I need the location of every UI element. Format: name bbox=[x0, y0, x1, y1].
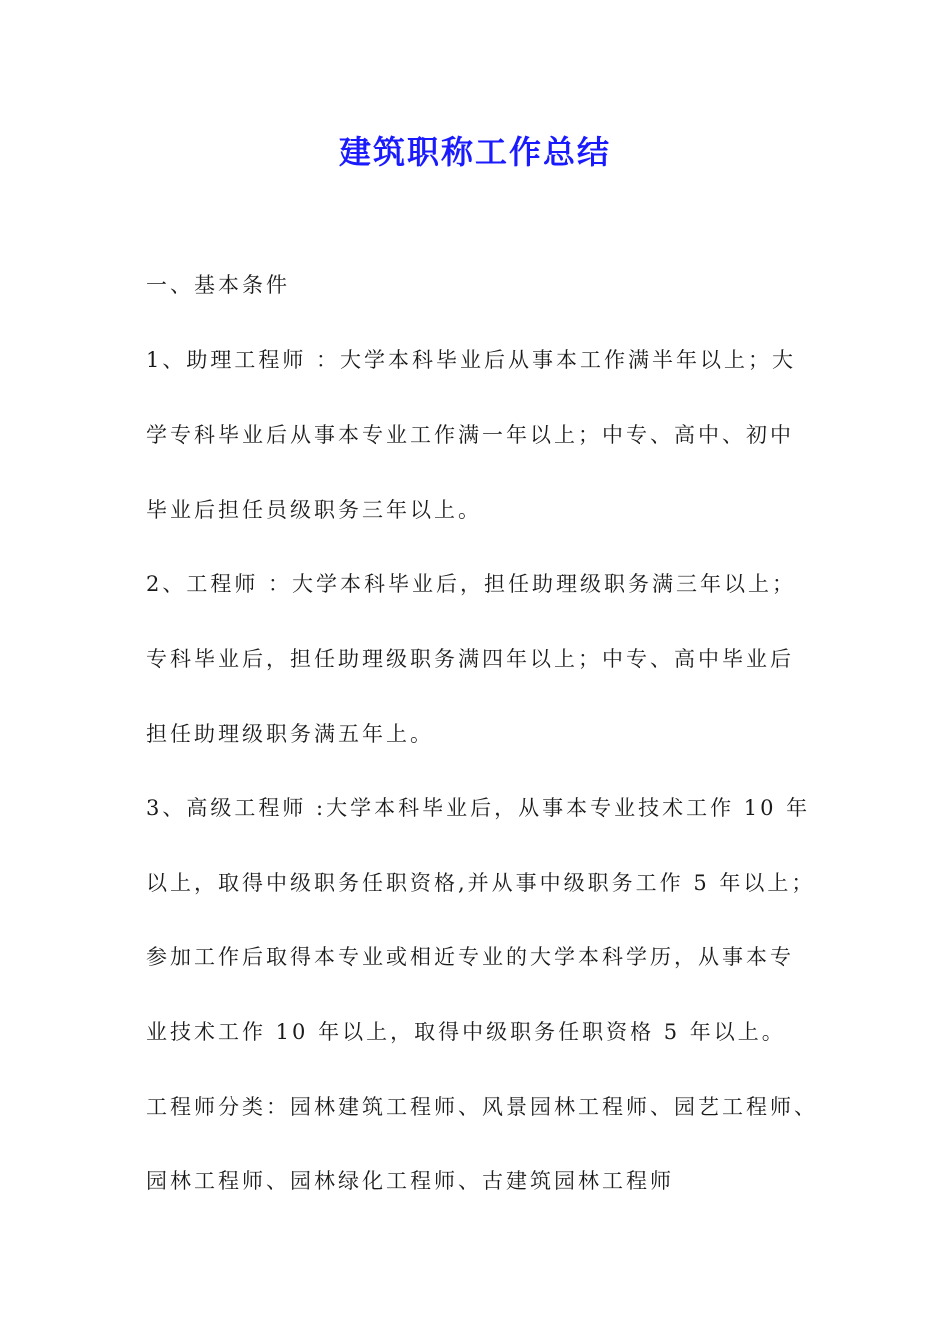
paragraph-line: 参加工作后取得本专业或相近专业的大学本科学历，从事本专 bbox=[146, 945, 794, 969]
paragraph-line: 以上，取得中级职务任职资格,并从事中级职务工作 5 年以上； bbox=[146, 871, 816, 895]
paragraph-line: 毕业后担任员级职务三年以上。 bbox=[146, 498, 482, 522]
paragraph-line: 1、助理工程师 ：大学本科毕业后从事本工作满半年以上；大 bbox=[146, 348, 797, 372]
paragraph-line: 工程师分类：园林建筑工程师、风景园林工程师、园艺工程师、 bbox=[146, 1095, 818, 1119]
paragraph-line: 专科毕业后，担任助理级职务满四年以上；中专、高中毕业后 bbox=[146, 647, 794, 671]
section-heading-basic-conditions: 一、基本条件 bbox=[146, 273, 290, 297]
paragraph-line: 2、工程师 ：大学本科毕业后，担任助理级职务满三年以上； bbox=[146, 572, 797, 596]
paragraph-line: 学专科毕业后从事本专业工作满一年以上；中专、高中、初中 bbox=[146, 423, 794, 447]
paragraph-line: 园林工程师、园林绿化工程师、古建筑园林工程师 bbox=[146, 1169, 674, 1193]
document-title: 建筑职称工作总结 bbox=[338, 133, 611, 171]
paragraph-line: 担任助理级职务满五年上。 bbox=[146, 722, 434, 746]
paragraph-line: 3、高级工程师 :大学本科毕业后，从事本专业技术工作 10 年 bbox=[146, 796, 811, 820]
paragraph-line: 业技术工作 10 年以上，取得中级职务任职资格 5 年以上。 bbox=[146, 1020, 786, 1044]
